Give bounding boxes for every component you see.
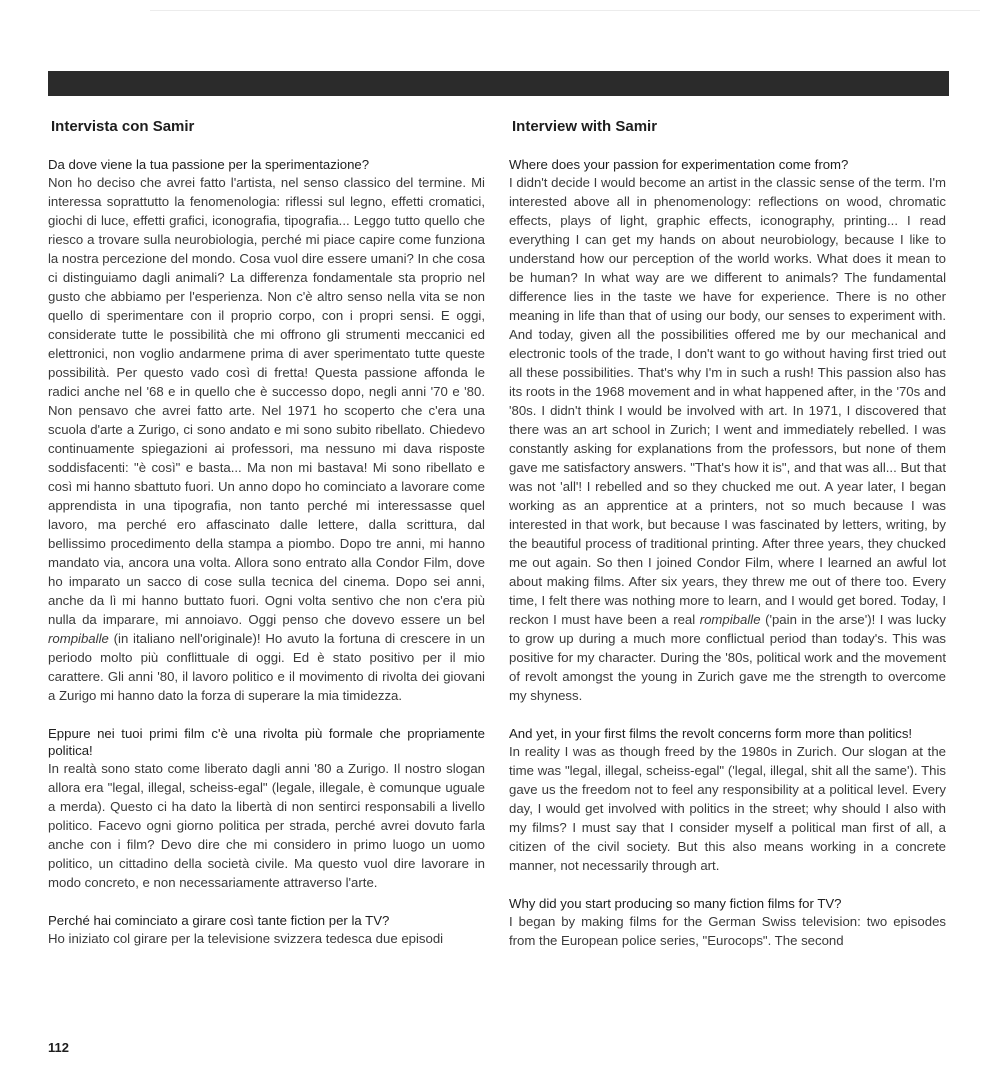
italian-question-3: Perché hai cominciato a girare così tante fiction per la TV? (48, 913, 390, 928)
italian-answer-1-part-1: Non ho deciso che avrei fatto l'artista, nel senso classico del termine. Mi interessa soprattutto la fenomenologia: riflessi sul legno, effetti cromatici, giochi di luce, effetti grafici, iconografia, tipografia... Leggo tutto quello che riesco a trovare sulla neurobiologia, perché mi piace capire come funziona la nostra percezione del mondo. Cosa vuol dire essere umani? In che cosa ci distinguiamo dagli animali? La differenza fondamentale sta proprio nel gusto che abbiamo per l'esperienza. Non c'è altro senso nella vita se non quello di sperimentare con il proprio corpo, con i propri sensi. E oggi, considerate tutte le possibilità che mi offrono gli strumenti meccanici ed elettronici, non voglio andarmene prima di aver sperimentato tutte queste possibilità. Per questo vado così di fretta! Questa passione affonda le radici anche nel '68 e in quello che è successo dopo, negli anni '70 e '80. Non pensavo che avrei fatto arte. Nel 1971 ho scoperto che c'era una scuola d'arte a Zurigo, ci sono andato e mi sono subito ribellato. Chiedevo continuamente spiegazioni ai professori, ma nessuno mi dava risposte soddisfacenti: "è così" e basta... Ma non mi bastava! Mi sono ribellato e così mi hanno sbattuto fuori. Un anno dopo ho cominciato a lavorare come apprendista in una tipografia, non tanto perché mi interessasse quel lavoro, ma perché ero affascinato dalle lettere, dalla scrittura, dal bellissimo procedimento della stampa a piombo. Dopo tre anni, mi hanno mandato via, ancora una volta. Allora sono entrato alla Condor Film, dove ho imparato un sacco di cose sulla tecnica del cinema. Dopo sei anni, anche da lì mi hanno buttato fuori. Ogni volta sentivo che non c'era più nulla da imparare, mi annoiavo. Oggi penso che dovevo essere un bel (48, 175, 485, 627)
page-number: 112 (48, 1040, 69, 1055)
english-answer-1-italic: rompiballe (699, 612, 761, 627)
english-title: Interview with Samir (512, 118, 658, 135)
english-answer-3: I began by making films for the German Swiss television: two episodes from the European police series, "Eurocops". The second (509, 914, 946, 948)
italian-title: Intervista con Samir (51, 118, 195, 135)
italian-answer-3: Ho iniziato col girare per la televisione svizzera tedesca due episodi (48, 931, 444, 946)
english-answer-1-part-1: I didn't decide I would become an artist in the classic sense of the term. I'm interested above all in phenomenology: reflections on wood, chromatic effects, plays of light, graphic effects, iconography, printing... I read everything I can get my hands on about neurobiology, because I like to understand how our perception of the world works. What does it mean to be human? In what way are we different to animals? The fundamental difference lies in the taste we have for experience. There is no other meaning in life than that of using our body, our senses to experiment with. And today, given all the possibilities offered me by our mechanical and electronic tools of the trade, I don't want to go without having first tried out all these possibilities. That's why I'm in such a rush! This passion also has its roots in the 1968 movement and in what happened after, in the '70s and '80s. I didn't think I would be involved with art. In 1971, I discovered that there was an art school in Zurich; I went and immediately rebelled. I was constantly asking for explanations from the professors, but none of them gave me satisfactory answers. "That's how it is", and that was all... But that was not 'all'! I rebelled and so they chucked me out. A year later, I began working as an apprentice at a printers, not so much because I was interested in that work, but because I was fascinated by letters, writing, by the beautiful process of traditional printing. After three years, they chucked me out again. So then I joined Condor Film, where I learned an awful lot about making films. After six years, they threw me out of there too. Every time, I felt there was nothing more to learn, and I would get bored. Today, I reckon I must have been a real (509, 175, 946, 627)
italian-question-2: Eppure nei tuoi primi film c'è una rivolta più formale che propriamente politica! (48, 726, 485, 758)
top-rule (150, 10, 980, 11)
italian-answer-1 (48, 173, 485, 705)
italian-answer-2: In realtà sono stato come liberato dagli anni '80 a Zurigo. Il nostro slogan allora era "legal, illegal, scheiss-egal" (legale, illegale, è comunque uguale a merda). Questo ci ha dato la libertà di non sentirci responsabili a livello politico. Facevo ogni giorno politica per strada, perché avrei dovuto farla anche con i film? Devo dire che mi considero in primo luogo un uomo politico, un cittadino della società civile. Ma questo vuol dire lavorare in modo concreto, e non necessariamente attraverso l'arte. (48, 761, 485, 890)
english-column (509, 117, 946, 970)
header-bar (48, 71, 949, 96)
italian-answer-1-italic: rompiballe (48, 631, 109, 646)
english-answer-1-part-2: ('pain in the arse')! I was lucky to grow up during a much more conflictual period than today's. This was positive for my character. During the '80s, political work and the movement of revolt amongst the young in Zurich gave me the strength to overcome my shyness. (509, 612, 946, 703)
english-question-2: And yet, in your first films the revolt concerns form more than politics! (509, 726, 913, 741)
english-answer-1 (509, 173, 946, 705)
italian-column (48, 117, 485, 968)
english-answer-2: In reality I was as though freed by the 1980s in Zurich. Our slogan at the time was "legal, illegal, scheiss-egal" ('legal, illegal, shit all the same'). This gave us the freedom not to feel any responsibility at a political level. Every day, I would get involved with politics in the street; why should I also with my films? I must say that I consider myself a political man first of all, a citizen of the civil society. But this also means working in a concrete manner, not necessarily through art. (509, 744, 946, 873)
english-question-3: Why did you start producing so many fiction films for TV? (509, 896, 842, 911)
italian-question-1: Da dove viene la tua passione per la sperimentazione? (48, 157, 370, 172)
english-question-1: Where does your passion for experimentation come from? (509, 157, 849, 172)
italian-answer-1-part-2: (in italiano nell'originale)! Ho avuto la fortuna di crescere in un periodo molto più conflittuale di oggi. Ed è stato positivo per il mio carattere. Gli anni '80, il lavoro politico e il movimento di rivolta dei giovani a Zurigo mi hanno dato la forza di superare la mia timidezza. (48, 631, 485, 703)
